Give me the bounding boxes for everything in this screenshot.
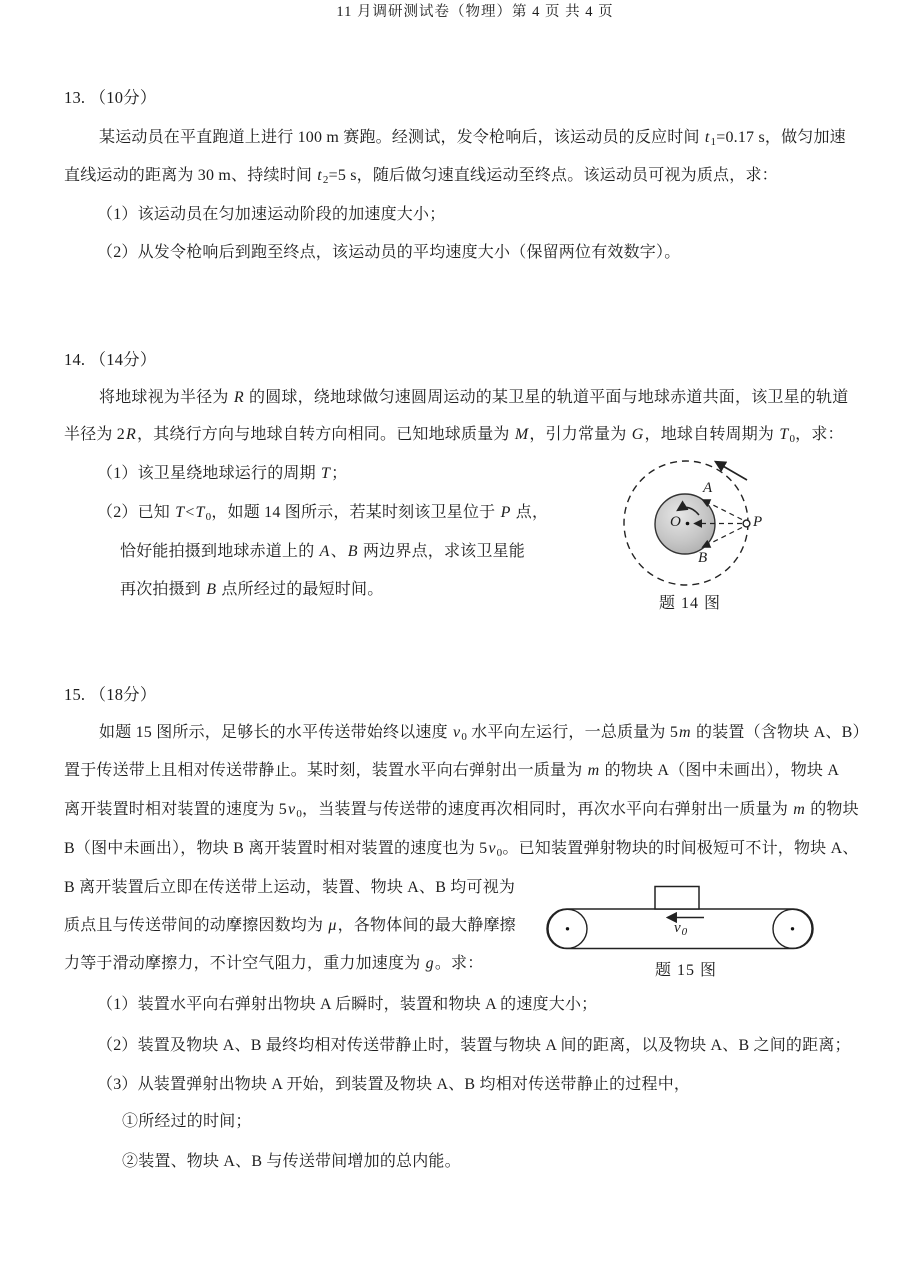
figure-15-caption: 题 15 图 xyxy=(654,962,717,979)
belt-speed-label: $v_0$ xyxy=(674,920,688,938)
q13-para-line-2: 直线运动的距离为 30 m、持续时间 $t_2=5$ s，随后做匀速直线运动至终点。该运动员可视为质点，求： xyxy=(64,167,778,186)
device-block xyxy=(655,887,699,910)
q13-para-line-1: 某运动员在平直跑道上进行 100 m 赛跑。经测试，发令枪响后，该运动员的反应时间 $t_1=0.17$ s，做匀加速 xyxy=(99,129,846,148)
q14-item-2-line-3: 再次拍摄到 B 点所经过的最短时间。 xyxy=(120,581,384,598)
q15-para-line-4: B（图中未画出），物块 B 离开装置时相对装置的速度也为 $5v_0$。已知装置弹射物块的时间极短可不计，物块 A、 xyxy=(64,840,859,859)
q13-header: 13. （10分） xyxy=(64,88,157,107)
q13-item-2: （2）从发令枪响后到跑至终点，该运动员的平均速度大小（保留两位有效数字）。 xyxy=(97,244,681,261)
q15-item-1: （1）装置水平向右弹射出物块 A 后瞬时，装置和物块 A 的速度大小； xyxy=(97,996,598,1013)
q13-item-1: （1）该运动员在匀加速运动阶段的加速度大小； xyxy=(97,206,446,223)
q15-para-line-3: 离开装置时相对装置的速度为 $5v_0$，当装置与传送带的速度再次相同时，再次水平向右弹射出一质量为 m 的物块 xyxy=(64,801,859,820)
page-footer: 11 月调研测试卷（物理）第 4 页 共 4 页 xyxy=(336,4,614,20)
right-pulley-axle-dot xyxy=(791,927,794,930)
q14-item-1: （1）该卫星绕地球运行的周期 T； xyxy=(97,465,348,482)
q15-header: 15. （18分） xyxy=(64,685,157,704)
point-o-label: O xyxy=(670,514,681,530)
q15-para-line-2: 置于传送带上且相对传送带静止。某时刻，装置水平向右弹射出一质量为 m 的物块 A（图中未画出），物块 A xyxy=(64,762,840,779)
point-b-label: B xyxy=(698,550,708,566)
point-p-label: P xyxy=(753,514,763,530)
q15-subitem-2: ②装置、物块 A、B 与传送带间增加的总内能。 xyxy=(122,1153,461,1170)
q15-para-line-5: B 离开装置后立即在传送带上运动，装置、物块 A、B 均可视为 xyxy=(64,879,516,896)
q14-para-line-2: 半径为 2R，其绕行方向与地球自转方向相同。已知地球质量为 M，引力常量为 G，地球自转周期为 $T_0$，求： xyxy=(64,426,844,445)
figure-14-caption: 题 14 图 xyxy=(658,595,721,612)
q15-para-line-7: 力等于滑动摩擦力，不计空气阻力，重力加速度为 g。求： xyxy=(64,955,484,972)
q15-para-line-1: 如题 15 图所示，足够长的水平传送带始终以速度 $v_0$ 水平向左运行，一总质量为 5m 的装置（含物块 A、B） xyxy=(99,724,869,743)
q15-subitem-1: ①所经过的时间； xyxy=(122,1113,252,1130)
q15-item-3: （3）从装置弹射出物块 A 开始，到装置及物块 A、B 均相对传送带静止的过程中， xyxy=(97,1076,691,1093)
q14-header: 14. （14分） xyxy=(64,350,157,369)
left-pulley-axle-dot xyxy=(566,927,569,930)
q14-item-2-line-1: （2）已知 $T<T_0$，如题 14 图所示，若某时刻该卫星位于 P 点， xyxy=(97,504,549,523)
point-a-label: A xyxy=(703,480,713,496)
q15-para-line-6: 质点且与传送带间的动摩擦因数均为 μ，各物体间的最大静摩擦 xyxy=(64,917,516,934)
q14-para-line-1: 将地球视为半径为 R 的圆球，绕地球做匀速圆周运动的某卫星的轨道平面与地球赤道共面，该卫星的轨道 xyxy=(99,389,849,406)
q14-item-2-line-2: 恰好能拍摄到地球赤道上的 A、B 两边界点，求该卫星能 xyxy=(120,543,525,560)
q15-item-2: （2）装置及物块 A、B 最终均相对传送带静止时，装置与物块 A 间的距离，以及物块 A、B 之间的距离； xyxy=(97,1037,851,1054)
